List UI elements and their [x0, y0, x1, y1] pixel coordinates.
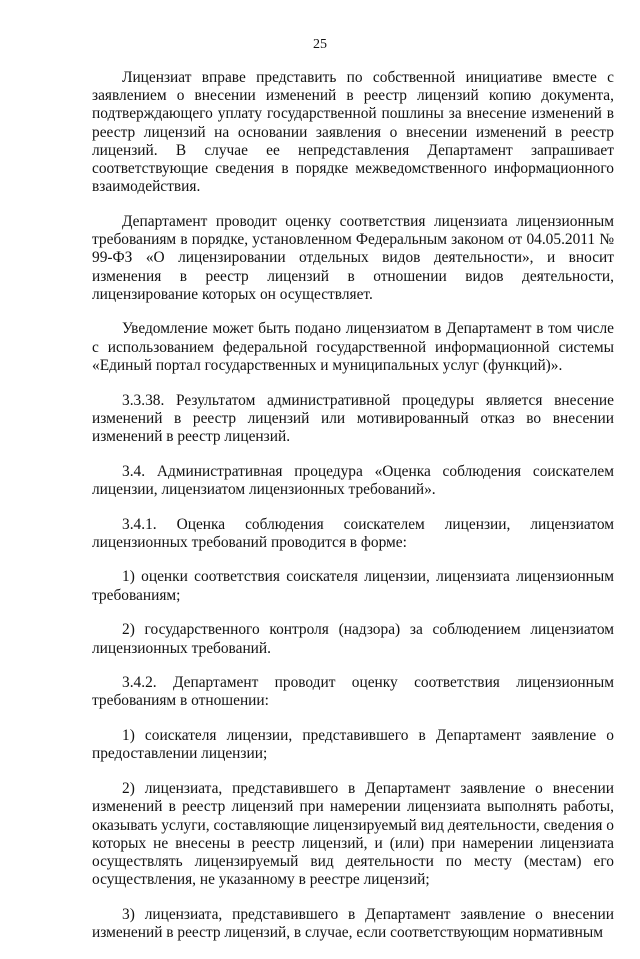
paragraph-assessment-registry: Департамент проводит оценку соответствия лицензиата лицензионным требованиям в порядке, установленном Федеральным законом от 04.05.2011 № 99-ФЗ «О лицензировании отдельных видов деятельности», и вносит изменения в реестр лицензий в отношении видов деятельности, лицензирование которых он осуществляет.	[92, 212, 614, 303]
paragraph-3-4-1: 3.4.1. Оценка соблюдения соискателем лицензии, лицензиатом лицензионных требований проводится в форме:	[92, 515, 614, 551]
document-body	[92, 69, 614, 959]
paragraph-3-4-2: 3.4.2. Департамент проводит оценку соответствия лицензионным требованиям в отношении:	[92, 674, 614, 710]
paragraph-3-3-38: 3.3.38. Результатом административной процедуры является внесение изменений в реестр лицензий или мотивированный отказ во внесении изменений в реестр лицензий.	[92, 391, 614, 445]
list-item-1-applicant: 1) соискателя лицензии, представившего в Департамент заявление о предоставлении лицензии;	[92, 727, 614, 763]
list-item-1-compliance-assessment: 1) оценки соответствия соискателя лицензии, лицензиата лицензионным требованиям;	[92, 568, 614, 604]
list-item-2-state-control: 2) государственного контроля (надзора) за соблюдением лицензиатом лицензионных требований.	[92, 621, 614, 657]
list-item-2-licensee-changes: 2) лицензиата, представившего в Департамент заявление о внесении изменений в реестр лицензий при намерении лицензиата выполнять работы, оказывать услуги, составляющие лицензируемый вид деятельности, сведения о которых не внесены в реестр лицензий, и (или) при намерении лицензиата осуществлять лицензируемый вид деятельности по месту (местам) его осуществления, не указанному в реестре лицензий;	[92, 780, 614, 889]
paragraph-notification-portal: Уведомление может быть подано лицензиатом в Департамент в том числе с использованием федеральной государственной информационной системы «Единый портал государственных и муниципальных услуг (функций)».	[92, 320, 614, 374]
paragraph-3-4: 3.4. Административная процедура «Оценка соблюдения соискателем лицензии, лицензиатом лицензионных требований».	[92, 462, 614, 498]
list-item-3-licensee-normative: 3) лицензиата, представившего в Департамент заявление о внесении изменений в реестр лицензий, в случае, если соответствующим нормативным	[92, 905, 614, 942]
paragraph-license-fee: Лицензиат вправе представить по собственной инициативе вместе с заявлением о внесении изменений в реестр лицензий копию документа, подтверждающего уплату государственной пошлины за внесение изменений в реестр лицензий на основании заявления о внесении изменений в реестр лицензий. В случае ее непредставления Департамент запрашивает соответствующие сведения в порядке межведомственного информационного взаимодействия.	[92, 69, 614, 196]
page-number: 25	[313, 37, 327, 52]
